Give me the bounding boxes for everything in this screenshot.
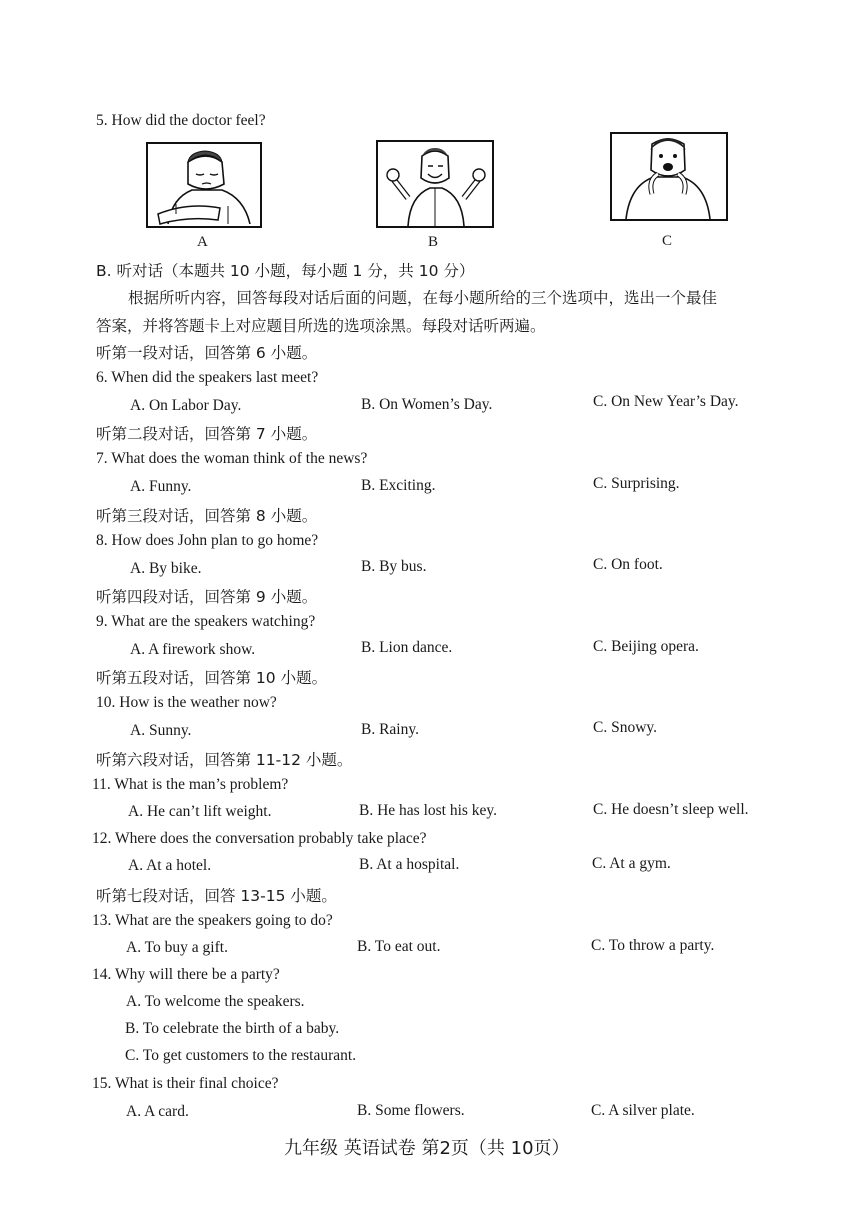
question-15: 15. What is their final choice?	[92, 1075, 279, 1092]
dialogue-header-2: 听第二段对话，回答第 7 小题。	[96, 425, 318, 443]
question-7: 7. What does the woman think of the news?	[96, 450, 368, 467]
question-15-option-a: A. A card.	[126, 1103, 189, 1120]
question-10-option-b: B. Rainy.	[361, 721, 419, 738]
section-b-instruction-1: 根据所听内容，回答每段对话后面的问题，在每小题所给的三个选项中，选出一个最佳	[128, 289, 718, 307]
picture-c-label: C	[662, 233, 673, 249]
question-9: 9. What are the speakers watching?	[96, 613, 316, 630]
excited-man-icon	[378, 142, 492, 226]
question-15-option-c: C. A silver plate.	[591, 1102, 695, 1119]
page-footer: 九年级 英语试卷 第2页（共 10页）	[284, 1138, 570, 1159]
question-13-option-b: B. To eat out.	[357, 938, 441, 955]
tired-man-icon	[148, 144, 260, 226]
question-14-option-a: A. To welcome the speakers.	[126, 993, 305, 1010]
question-8-option-a: A. By bike.	[130, 560, 202, 577]
dialogue-header-1: 听第一段对话，回答第 6 小题。	[96, 344, 318, 362]
question-9-option-a: A. A firework show.	[130, 641, 256, 658]
dialogue-header-4: 听第四段对话，回答第 9 小题。	[96, 588, 318, 606]
section-b-instruction-2: 答案，并将答题卡上对应题目所选的选项涂黑。每段对话听两遍。	[96, 317, 546, 335]
question-13-option-a: A. To buy a gift.	[126, 939, 228, 956]
question-6: 6. When did the speakers last meet?	[96, 369, 319, 386]
question-12-option-c: C. At a gym.	[592, 855, 671, 872]
dialogue-header-3: 听第三段对话，回答第 8 小题。	[96, 507, 318, 525]
picture-a	[146, 142, 262, 228]
question-8: 8. How does John plan to go home?	[96, 532, 319, 549]
question-13: 13. What are the speakers going to do?	[92, 912, 333, 929]
picture-b-label: B	[428, 234, 439, 250]
question-10-option-c: C. Snowy.	[593, 719, 658, 736]
question-12-option-b: B. At a hospital.	[359, 856, 460, 873]
question-8-option-b: B. By bus.	[361, 558, 427, 575]
question-5: 5. How did the doctor feel?	[96, 112, 266, 129]
question-8-option-c: C. On foot.	[593, 556, 663, 573]
question-13-option-c: C. To throw a party.	[591, 937, 715, 954]
dialogue-header-7: 听第七段对话，回答 13-15 小题。	[96, 887, 337, 905]
section-b-title: B. 听对话（本题共 10 小题，每小题 1 分，共 10 分）	[96, 262, 475, 280]
question-9-option-b: B. Lion dance.	[361, 639, 453, 656]
question-15-option-b: B. Some flowers.	[357, 1102, 465, 1119]
dialogue-header-6: 听第六段对话，回答第 11-12 小题。	[96, 751, 353, 769]
question-11-option-c: C. He doesn’t sleep well.	[593, 801, 749, 818]
question-6-option-b: B. On Women’s Day.	[361, 396, 493, 413]
question-11: 11. What is the man’s problem?	[92, 776, 289, 793]
picture-a-label: A	[197, 234, 208, 250]
question-14-option-c: C. To get customers to the restaurant.	[125, 1047, 357, 1064]
question-14-option-b: B. To celebrate the birth of a baby.	[125, 1020, 340, 1037]
question-9-option-c: C. Beijing opera.	[593, 638, 699, 655]
picture-b	[376, 140, 494, 228]
shocked-man-icon	[612, 134, 726, 219]
question-11-option-a: A. He can’t lift weight.	[128, 803, 272, 820]
question-10-option-a: A. Sunny.	[130, 722, 192, 739]
question-11-option-b: B. He has lost his key.	[359, 802, 498, 819]
dialogue-header-5: 听第五段对话，回答第 10 小题。	[96, 669, 328, 687]
question-7-option-c: C. Surprising.	[593, 475, 680, 492]
question-12: 12. Where does the conversation probably take place?	[92, 830, 427, 847]
question-7-option-a: A. Funny.	[130, 478, 192, 495]
question-6-option-a: A. On Labor Day.	[130, 397, 242, 414]
question-6-option-c: C. On New Year’s Day.	[593, 393, 739, 410]
question-14: 14. Why will there be a party?	[92, 966, 280, 983]
question-7-option-b: B. Exciting.	[361, 477, 436, 494]
picture-c	[610, 132, 728, 221]
question-12-option-a: A. At a hotel.	[128, 857, 212, 874]
question-10: 10. How is the weather now?	[96, 694, 277, 711]
